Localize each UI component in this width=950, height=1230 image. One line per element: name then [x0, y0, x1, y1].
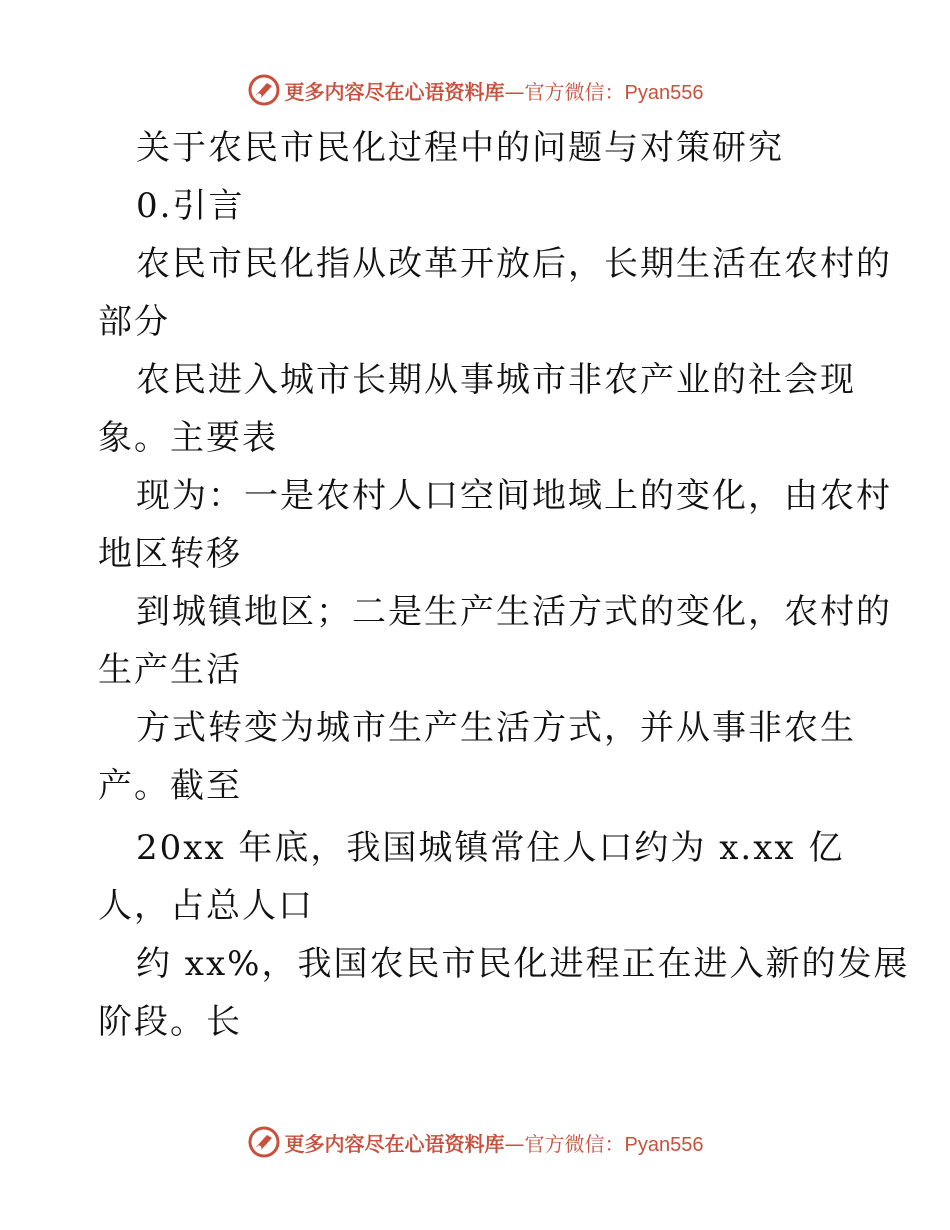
- text-line: 地区转移: [98, 534, 242, 574]
- watermark-id: Pyan556: [624, 1133, 704, 1156]
- text-line: 农民市民化指从改革开放后，长期生活在农村的: [136, 244, 892, 284]
- text-line: 方式转变为城市生产生活方式，并从事非农生: [136, 708, 856, 748]
- watermark-text: [285, 1128, 704, 1157]
- footer-watermark: [0, 1122, 950, 1162]
- text-line: 农民进入城市长期从事城市非农产业的社会现: [136, 360, 856, 400]
- text-line: 0.引言: [136, 186, 245, 226]
- text-line: 人，占总人口: [98, 886, 314, 926]
- watermark-main: 更多内容尽在心语资料库: [284, 1131, 505, 1156]
- text-line: 产。截至: [98, 766, 242, 806]
- text-line: 到城镇地区；二是生产生活方式的变化，农村的: [136, 592, 892, 632]
- text-line: 阶段。长: [98, 1002, 242, 1042]
- logo-seal-icon: [247, 1125, 281, 1159]
- document-title: 关于农民市民化过程中的问题与对策研究: [136, 128, 784, 168]
- text-line: 20xx 年底，我国城镇常住人口约为 x.xx 亿: [136, 828, 845, 868]
- watermark-main: 更多内容尽在心语资料库: [284, 79, 505, 104]
- text-line: 象。主要表: [98, 418, 278, 458]
- watermark-sub: 官方微信：: [524, 1131, 625, 1156]
- watermark-dash: —: [504, 79, 525, 104]
- text-line: 生产生活: [98, 650, 242, 690]
- watermark-id: Pyan556: [624, 81, 704, 104]
- text-line: 部分: [98, 302, 170, 342]
- watermark-sub: 官方微信：: [524, 79, 625, 104]
- text-line: 现为：一是农村人口空间地域上的变化，由农村: [136, 476, 892, 516]
- text-line: 约 xx%，我国农民市民化进程正在进入新的发展: [136, 944, 910, 984]
- watermark-dash: —: [504, 1131, 525, 1156]
